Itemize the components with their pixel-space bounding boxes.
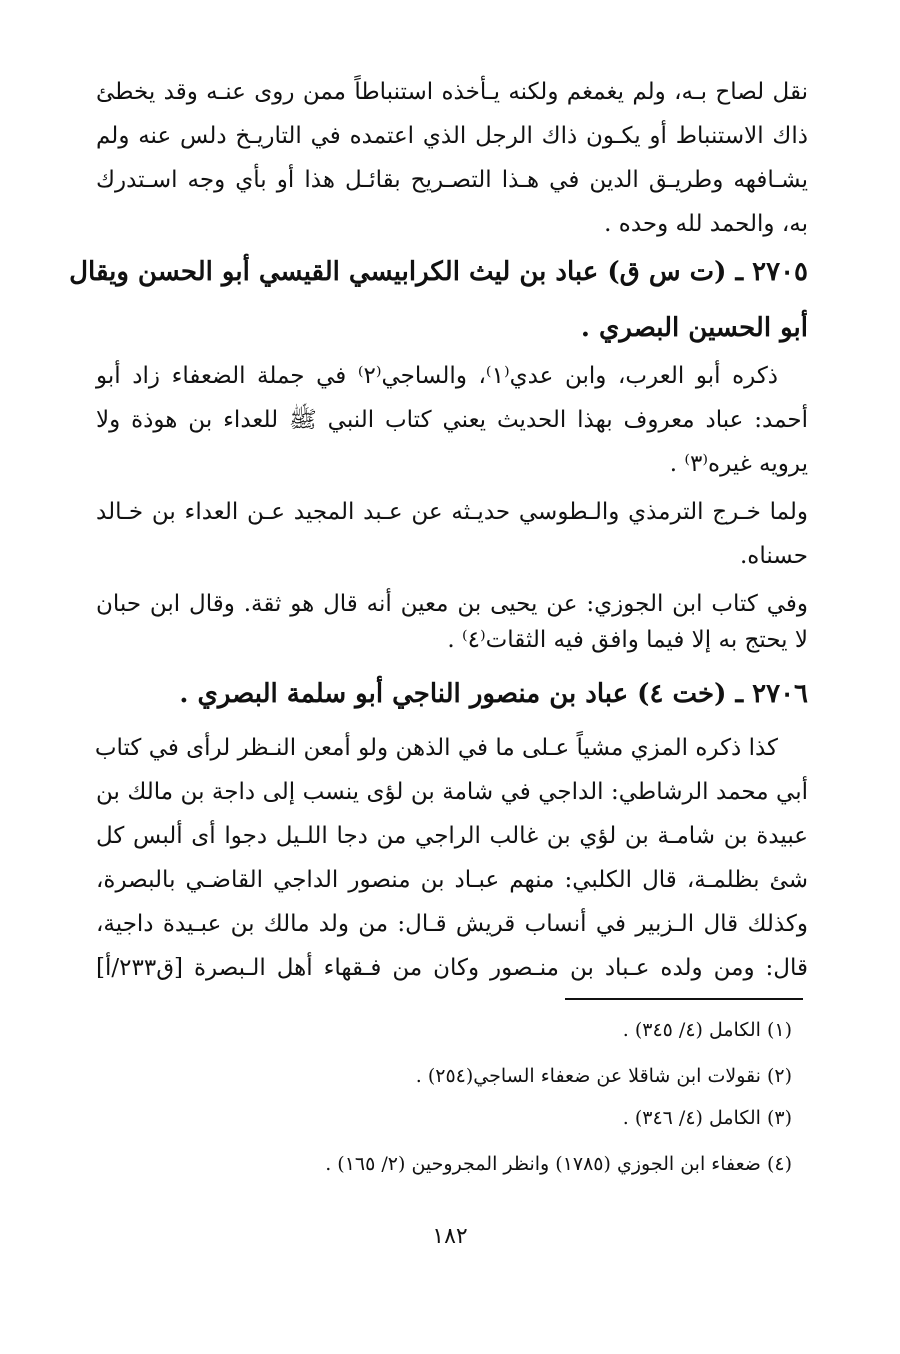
text-line: أحمد: عباد معروف بهذا الحديث يعني كتاب النبي ﷺ للعداء بن هوذة ولا [96, 407, 808, 433]
text-line: نقل لصاح بـه، ولم يغمغم ولكنه يـأخذه استنباطاً ممن روى عنـه وقد يخطئ [96, 79, 808, 105]
footnote-separator [565, 998, 803, 1000]
entry-heading-line: أبو الحسين البصري . [580, 313, 808, 343]
text-line: وفي كتاب ابن الجوزي: عن يحيى بن معين أنه قال هو ثقة. وقال ابن حبان [96, 591, 808, 617]
text-line: يشـافهه وطريـق الدين في هـذا التصـريح بقائـل هذا أو بأي وجه اسـتدرك [96, 167, 808, 193]
text-line: به، والحمد لله وحده . [604, 211, 808, 237]
text-line: قال: ومن ولده عـباد بن منـصور وكان من فـقهاء أهل الـبصرة [ق٢٣٣/أ] [96, 955, 808, 981]
text-line: ذاك الاستنباط أو يكـون ذاك الرجل الذي اعتمده في التاريـخ دلس عنه ولم [96, 123, 808, 149]
entry-heading-line: ٢٧٠٥ ـ (ت س ق) عباد بن ليث الكرابيسي القيسي أبو الحسن ويقال [69, 257, 808, 287]
text-line: لا يحتج به إلا فيما وافق فيه الثقات⁽٤⁾ . [447, 627, 808, 653]
text-line: يرويه غيره⁽٣⁾ . [669, 451, 808, 477]
page-number: ١٨٢ [432, 1224, 468, 1249]
footnote: (٤) ضعفاء ابن الجوزي (١٧٨٥) وانظر المجروحين (٢/ ١٦٥) . [325, 1153, 792, 1175]
footnote: (١) الكامل (٤/ ٣٤٥) . [622, 1019, 792, 1041]
footnote: (٣) الكامل (٤/ ٣٤٦) . [622, 1107, 792, 1129]
text-line: ولما خـرج الترمذي والـطوسي حديـثه عن عـبد المجيد عـن العداء بن خـالد [96, 499, 808, 525]
text-line: وكذلك قال الـزبير في أنساب قريش قـال: من ولد مالك بن عبـيدة داجية، [96, 911, 808, 937]
text-line: أبي محمد الرشاطي: الداجي في شامة بن لؤى ينسب إلى داجة بن مالك بن [96, 779, 808, 805]
text-line: شئ بظلمـة، قال الكلبي: منهم عبـاد بن منصور الداجي القاضـي بالبصرة، [96, 867, 808, 893]
entry-heading-line: ٢٧٠٦ ـ (خت ٤) عباد بن منصور الناجي أبو سلمة البصري . [179, 679, 808, 709]
footnote: (٢) نقولات ابن شاقلا عن ضعفاء الساجي(٢٥٤) . [415, 1065, 792, 1087]
text-line: كذا ذكره المزي مشياً عـلى ما في الذهن ولو أمعن النـظر لرأى في كتاب [94, 735, 778, 761]
text-line: حسناه. [739, 543, 808, 569]
text-line: عبيدة بن شامـة بن لؤي بن غالب الراجي من دجا اللـيل دجوا أى ألبس كل [96, 823, 808, 849]
text-line: ذكره أبو العرب، وابن عدي⁽١⁾، والساجي⁽٢⁾ في جملة الضعفاء زاد أبو [96, 363, 779, 389]
